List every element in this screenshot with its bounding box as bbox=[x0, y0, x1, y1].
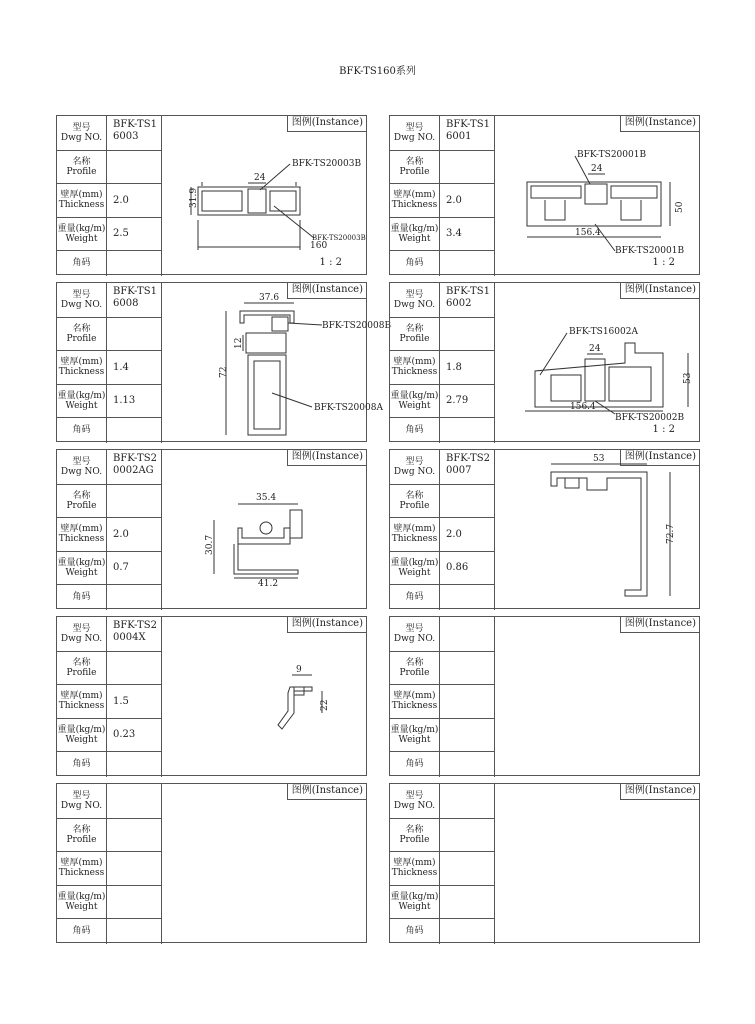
svg-text:35.4: 35.4 bbox=[256, 493, 277, 503]
profile-value bbox=[107, 818, 162, 851]
thickness-label: 壁厚(mm) Thickness bbox=[390, 183, 440, 217]
weight-label: 重量(kg/m) Weight bbox=[57, 885, 107, 918]
svg-text:30.7: 30.7 bbox=[205, 534, 215, 555]
svg-text:156.4: 156.4 bbox=[575, 228, 601, 238]
svg-text:37.6: 37.6 bbox=[259, 293, 280, 303]
thickness-label: 壁厚(mm) Thickness bbox=[390, 350, 440, 384]
weight-value: 0.86 bbox=[440, 551, 495, 584]
corner-value bbox=[107, 918, 162, 944]
svg-text:24: 24 bbox=[254, 173, 266, 183]
svg-text:BFK-TS16002A: BFK-TS16002A bbox=[569, 327, 638, 337]
profile-card bbox=[56, 616, 367, 776]
dwg-number bbox=[440, 617, 495, 651]
weight-value: 2.5 bbox=[107, 217, 162, 250]
profile-label: 名称 Profile bbox=[57, 651, 107, 684]
weight-value: 0.7 bbox=[107, 551, 162, 584]
dwg-number: BFK-TS20002AG bbox=[107, 450, 162, 484]
profile-value bbox=[107, 150, 162, 183]
profile-label: 名称 Profile bbox=[57, 317, 107, 350]
svg-text:BFK-TS20001B: BFK-TS20001B bbox=[615, 246, 685, 256]
profile-label: 名称 Profile bbox=[390, 651, 440, 684]
corner-value bbox=[107, 584, 162, 610]
thickness-label: 壁厚(mm) Thickness bbox=[390, 851, 440, 885]
profile-value bbox=[440, 818, 495, 851]
svg-text:9: 9 bbox=[296, 665, 302, 675]
profile-drawing bbox=[495, 283, 699, 441]
dwg-number: BFK-TS16002 bbox=[440, 283, 495, 317]
weight-label: 重量(kg/m) Weight bbox=[390, 384, 440, 417]
profile-label: 名称 Profile bbox=[390, 484, 440, 517]
profile-card bbox=[389, 115, 700, 275]
svg-text:156.4: 156.4 bbox=[570, 402, 596, 412]
instance-label: 图例(Instance) bbox=[620, 116, 699, 132]
svg-text:BFK-TS20008A: BFK-TS20008A bbox=[314, 403, 383, 413]
svg-text:53: 53 bbox=[683, 372, 693, 384]
thickness-label: 壁厚(mm) Thickness bbox=[390, 684, 440, 718]
profile-card bbox=[56, 282, 392, 442]
corner-value bbox=[107, 417, 162, 443]
profile-label: 名称 Profile bbox=[390, 317, 440, 350]
thickness-value bbox=[440, 851, 495, 885]
dwg-label: 型号 Dwg NO. bbox=[390, 450, 440, 484]
dwg-number: BFK-TS16001 bbox=[440, 116, 495, 150]
corner-label: 角码 bbox=[390, 751, 440, 777]
thickness-value bbox=[107, 851, 162, 885]
profile-value bbox=[440, 317, 495, 350]
svg-text:50: 50 bbox=[675, 201, 685, 213]
thickness-value bbox=[440, 684, 495, 718]
scale-label: 1 : 2 bbox=[652, 257, 675, 268]
weight-label: 重量(kg/m) Weight bbox=[390, 217, 440, 250]
corner-value bbox=[440, 918, 495, 944]
dwg-number: BFK-TS16003 bbox=[107, 116, 162, 150]
dwg-label: 型号 Dwg NO. bbox=[57, 116, 107, 150]
weight-label: 重量(kg/m) Weight bbox=[390, 551, 440, 584]
corner-label: 角码 bbox=[390, 250, 440, 276]
thickness-value: 1.5 bbox=[107, 684, 162, 718]
weight-label: 重量(kg/m) Weight bbox=[57, 718, 107, 751]
svg-text:72: 72 bbox=[219, 366, 229, 378]
instance-label: 图例(Instance) bbox=[620, 450, 699, 466]
profile-card bbox=[389, 282, 700, 442]
svg-text:BFK-TS20003B: BFK-TS20003B bbox=[292, 159, 362, 169]
svg-text:BFK-TS20001B: BFK-TS20001B bbox=[577, 150, 647, 160]
instance-label: 图例(Instance) bbox=[287, 784, 366, 800]
dwg-label: 型号 Dwg NO. bbox=[390, 617, 440, 651]
thickness-label: 壁厚(mm) Thickness bbox=[57, 183, 107, 217]
corner-value bbox=[440, 751, 495, 777]
weight-label: 重量(kg/m) Weight bbox=[390, 885, 440, 918]
profile-label: 名称 Profile bbox=[57, 150, 107, 183]
profile-card bbox=[56, 115, 367, 275]
thickness-value: 1.8 bbox=[440, 350, 495, 384]
corner-label: 角码 bbox=[390, 918, 440, 944]
weight-value bbox=[440, 718, 495, 751]
profile-drawing bbox=[162, 617, 366, 775]
profile-label: 名称 Profile bbox=[57, 818, 107, 851]
thickness-value: 2.0 bbox=[440, 517, 495, 551]
profile-drawing bbox=[162, 283, 392, 441]
svg-text:24: 24 bbox=[591, 164, 603, 174]
corner-label: 角码 bbox=[57, 751, 107, 777]
thickness-label: 壁厚(mm) Thickness bbox=[57, 350, 107, 384]
profile-label: 名称 Profile bbox=[390, 150, 440, 183]
profile-value bbox=[107, 317, 162, 350]
instance-label: 图例(Instance) bbox=[287, 116, 366, 132]
weight-value: 0.23 bbox=[107, 718, 162, 751]
thickness-label: 壁厚(mm) Thickness bbox=[57, 517, 107, 551]
weight-label: 重量(kg/m) Weight bbox=[57, 551, 107, 584]
page-title: BFK-TS160系列 bbox=[339, 66, 416, 77]
svg-text:31.9: 31.9 bbox=[189, 187, 199, 208]
weight-value bbox=[107, 885, 162, 918]
corner-label: 角码 bbox=[57, 250, 107, 276]
scale-label: 1 : 2 bbox=[652, 424, 675, 435]
dwg-label: 型号 Dwg NO. bbox=[390, 116, 440, 150]
svg-text:53: 53 bbox=[593, 454, 605, 464]
corner-value bbox=[107, 751, 162, 777]
profile-drawing bbox=[495, 116, 699, 274]
profile-drawing bbox=[495, 450, 699, 608]
profile-drawing bbox=[162, 116, 366, 274]
dwg-number: BFK-TS16008 bbox=[107, 283, 162, 317]
profile-label: 名称 Profile bbox=[390, 818, 440, 851]
svg-text:BFK-TS20008B: BFK-TS20008B bbox=[322, 321, 392, 331]
profile-value bbox=[440, 150, 495, 183]
corner-label: 角码 bbox=[57, 584, 107, 610]
profile-card bbox=[56, 783, 367, 943]
corner-label: 角码 bbox=[57, 918, 107, 944]
corner-label: 角码 bbox=[57, 417, 107, 443]
weight-value bbox=[440, 885, 495, 918]
instance-label: 图例(Instance) bbox=[287, 617, 366, 633]
profile-value bbox=[440, 651, 495, 684]
dwg-label: 型号 Dwg NO. bbox=[57, 617, 107, 651]
svg-text:41.2: 41.2 bbox=[258, 579, 279, 589]
weight-value: 2.79 bbox=[440, 384, 495, 417]
dwg-label: 型号 Dwg NO. bbox=[390, 784, 440, 818]
corner-value bbox=[440, 250, 495, 276]
svg-text:72.7: 72.7 bbox=[666, 523, 676, 544]
dwg-number bbox=[440, 784, 495, 818]
instance-label: 图例(Instance) bbox=[620, 784, 699, 800]
corner-label: 角码 bbox=[390, 584, 440, 610]
svg-text:12: 12 bbox=[234, 337, 244, 349]
weight-label: 重量(kg/m) Weight bbox=[390, 718, 440, 751]
profile-label: 名称 Profile bbox=[57, 484, 107, 517]
dwg-label: 型号 Dwg NO. bbox=[390, 283, 440, 317]
dwg-label: 型号 Dwg NO. bbox=[57, 283, 107, 317]
profile-drawing bbox=[162, 450, 366, 608]
thickness-label: 壁厚(mm) Thickness bbox=[390, 517, 440, 551]
thickness-label: 壁厚(mm) Thickness bbox=[57, 851, 107, 885]
corner-value bbox=[440, 584, 495, 610]
instance-label: 图例(Instance) bbox=[620, 283, 699, 299]
thickness-value: 2.0 bbox=[107, 183, 162, 217]
svg-text:160: 160 bbox=[310, 241, 328, 251]
svg-text:BFK-TS20003B: BFK-TS20003B bbox=[312, 234, 366, 242]
svg-text:24: 24 bbox=[589, 344, 601, 354]
scale-label: 1 : 2 bbox=[319, 257, 342, 268]
dwg-label: 型号 Dwg NO. bbox=[57, 450, 107, 484]
dwg-label: 型号 Dwg NO. bbox=[57, 784, 107, 818]
instance-label: 图例(Instance) bbox=[620, 617, 699, 633]
profile-value bbox=[440, 484, 495, 517]
profile-card bbox=[389, 783, 700, 943]
svg-text:BFK-TS20002B: BFK-TS20002B bbox=[615, 413, 685, 423]
profile-value bbox=[107, 484, 162, 517]
corner-label: 角码 bbox=[390, 417, 440, 443]
weight-value: 1.13 bbox=[107, 384, 162, 417]
thickness-value: 1.4 bbox=[107, 350, 162, 384]
instance-label: 图例(Instance) bbox=[287, 283, 366, 299]
profile-card bbox=[389, 449, 700, 609]
thickness-value: 2.0 bbox=[440, 183, 495, 217]
weight-value: 3.4 bbox=[440, 217, 495, 250]
dwg-number: BFK-TS20004X bbox=[107, 617, 162, 651]
thickness-value: 2.0 bbox=[107, 517, 162, 551]
weight-label: 重量(kg/m) Weight bbox=[57, 384, 107, 417]
dwg-number: BFK-TS20007 bbox=[440, 450, 495, 484]
profile-value bbox=[107, 651, 162, 684]
dwg-number bbox=[107, 784, 162, 818]
weight-label: 重量(kg/m) Weight bbox=[57, 217, 107, 250]
profile-card bbox=[56, 449, 367, 609]
profile-card bbox=[389, 616, 700, 776]
thickness-label: 壁厚(mm) Thickness bbox=[57, 684, 107, 718]
instance-label: 图例(Instance) bbox=[287, 450, 366, 466]
corner-value bbox=[440, 417, 495, 443]
corner-value bbox=[107, 250, 162, 276]
svg-text:22: 22 bbox=[320, 699, 330, 711]
